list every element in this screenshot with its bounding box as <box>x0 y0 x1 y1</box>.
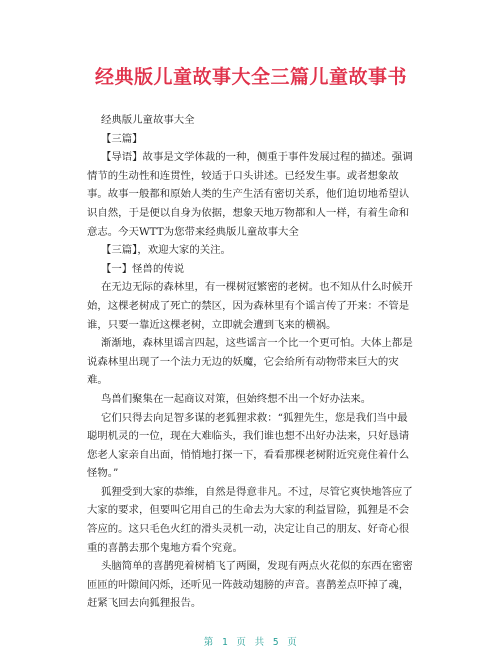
paragraph-story-3: 鸟兽们聚集在一起商议对策，但始终想不出一个好办法来。 <box>101 392 372 405</box>
paragraph-story-5: 狐狸受到大家的恭维，自然是得意非凡。不过，尽管它爽快地答应了大家的要求，但要叫它用自己的生命去为大家的利益冒险，狐狸是不会答应的。这只毛色火红的滑头灵机一动，决定让自己的朋友、好奇心很重的喜鹊去那个鬼地方看个究竟。 <box>87 485 413 554</box>
paragraph-story-4: 它们只得去向足智多谋的老狐狸求救：“狐狸先生，您是我们当中最聪明机灵的一位，现在大难临头，我们谁也想不出好办法来，只好恳请您老人家亲自出面，悄悄地打探一下，看看那棵老树附近究竟住着什么怪物。” <box>87 411 410 480</box>
paragraph-story-heading: 【一】怪兽的传说 <box>101 262 185 275</box>
paragraph-welcome: 【三篇】，欢迎大家的关注。 <box>101 244 231 257</box>
paragraph-story-2: 渐渐地，森林里谣言四起，这些谣言一个比一个更可怕。大体上都是说森林里出现了一个法力无边的妖魔，它会给所有动物带来巨大的灾难。 <box>87 337 413 387</box>
document-title: 经典版儿童故事大全三篇儿童故事书 <box>94 66 407 88</box>
paragraph-subtitle: 经典版儿童故事大全 <box>101 114 195 126</box>
paragraph-section-tag: 【三篇】 <box>101 132 143 145</box>
paragraph-intro: 【导语】故事是文学体裁的一种，侧重于事件发展过程的描述。强调情节的生动性和连贯性，较适于口头讲述。已经发生事。或者想象故事。故事一般都和原始人类的生产生活有密切关系，他们迫切地希望认识自然，于是便以自身为依据，想象天地万物都和人一样，有着生命和意志。今天WTT为您带来经典版儿童故事大全 <box>87 151 413 238</box>
paragraph-story-1: 在无边无际的森林里，有一棵树冠繁密的老树。也不知从什么时候开始，这棵老树成了死亡的禁区，因为森林里有个谣言传了开来：不管是谁，只要一靠近这棵老树，立即就会遭到飞来的横祸。 <box>87 281 413 331</box>
document-body <box>87 111 417 613</box>
page-number-footer: 第 1 页 共 5 页 <box>203 637 299 648</box>
paragraph-story-6: 头脑简单的喜鹊兜着树梢飞了两圈，发现有两点火花似的东西在密密匝匝的叶隙间闪烁，还听见一阵鼓动翅膀的声音。喜鹊差点吓掉了魂，赶紧飞回去向狐狸报告。 <box>87 560 413 610</box>
